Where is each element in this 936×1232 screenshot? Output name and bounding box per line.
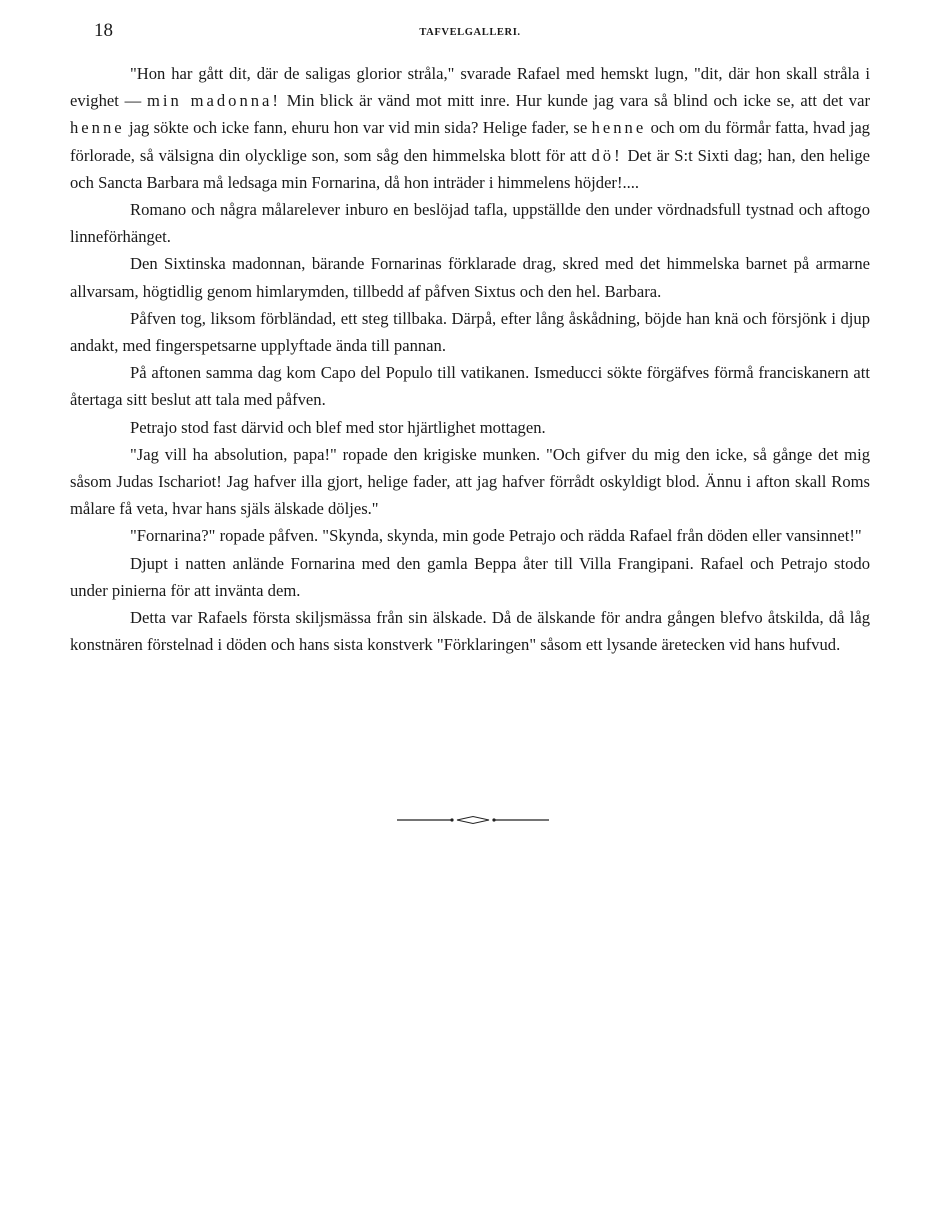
paragraph: [70, 250, 870, 304]
paragraph: [70, 196, 870, 250]
paragraph-text: och om du förmår fatta, hvad jag förlorade, så välsigna din olycklige son, som såg den himmelska blott för att: [70, 118, 870, 165]
paragraph-text: "Fornarina?" ropade påfven. "Skynda, skynda, min gode Petrajo och rädda Rafael från döden eller vansinnet!": [130, 526, 862, 546]
paragraph: [70, 550, 870, 604]
paragraph-text: jag sökte och icke fann, ehuru hon var vid min sida? Helige fader, se: [124, 118, 592, 138]
paragraph: [70, 414, 870, 441]
paragraph-text: "Jag vill ha absolution, papa!" ropade den krigiske munken. "Och gifver du mig den icke, så gånge det mig såsom Judas Ischariot! Jag hafver illa gjort, helige fader, att jag hafver förrådt oskyldigt blod. Ännu i afton skall Roms målare få veta, hvar hans själs älskade döljes.": [70, 444, 870, 519]
paragraph-text: Det är S:t Sixti dag; han, den helige och Sancta Barbara må ledsaga min Fornarina, då hon inträder i himmelens höjder!....: [70, 145, 871, 192]
paragraph: [70, 305, 870, 359]
paragraph-text: Romano och några målarelever inburo en beslöjad tafla, uppställde den under vördnadsfull tystnad och aftogo linneförhänget.: [70, 200, 870, 247]
book-page: [70, 18, 870, 658]
paragraph: [70, 359, 870, 413]
body-text: [70, 60, 870, 658]
paragraph: [70, 522, 870, 549]
emphasized-text: dö!: [591, 145, 623, 165]
paragraph-text: "Hon har gått dit, där de saligas glorior stråla," svarade Rafael med hemskt lugn, "dit, där hon skall stråla i evighet —: [70, 64, 870, 111]
paragraph: [70, 60, 870, 196]
paragraph: [70, 604, 870, 658]
paragraph-text: Petrajo stod fast därvid och blef med stor hjärtlighet mottagen.: [130, 417, 546, 437]
paragraph-text: Djupt i natten anlände Fornarina med den gamla Beppa åter till Villa Frangipani. Rafael och Petrajo stodo under pinierna för att invänta dem.: [70, 553, 870, 600]
page-header: [70, 18, 870, 48]
emphasized-text: henne: [70, 118, 125, 138]
paragraph-text: Detta var Rafaels första skiljsmässa från sin älskade. Då de älskande för andra gången blefvo åtskilda, då låg konstnären förstelnad i döden och hans sista konstverk "Förklaringen" såsom ett lysande äretecken vid hans hufvud.: [70, 608, 870, 655]
page-number: 18: [94, 20, 113, 41]
emphasized-text: min madonna!: [147, 91, 281, 111]
running-title: TAFVELGALLERI.: [419, 27, 521, 38]
paragraph-text: Den Sixtinska madonnan, bärande Fornarinas förklarade drag, skred med det himmelska barnet på armarne allvarsam, högtidlig genom himlarymden, tillbedd af påfven Sixtus och den hel. Barbara.: [70, 254, 870, 301]
paragraph: [70, 441, 870, 523]
paragraph-text: Påfven tog, liksom förbländad, ett steg tillbaka. Därpå, efter lång åskådning, böjde han knä och försjönk i djup andakt, med fingerspetsarne upplyftade ända till pannan.: [70, 308, 870, 356]
emphasized-text: henne: [591, 118, 647, 138]
end-ornament-icon: [397, 810, 549, 830]
paragraph-text: På aftonen samma dag kom Capo del Populo till vatikanen. Ismeducci sökte förgäfves förmå franciskanern att återtaga sitt beslut att tala med påfven.: [70, 363, 870, 410]
paragraph-text: Min blick är vänd mot mitt inre. Hur kunde jag vara så blind och icke se, att det var: [280, 91, 870, 111]
